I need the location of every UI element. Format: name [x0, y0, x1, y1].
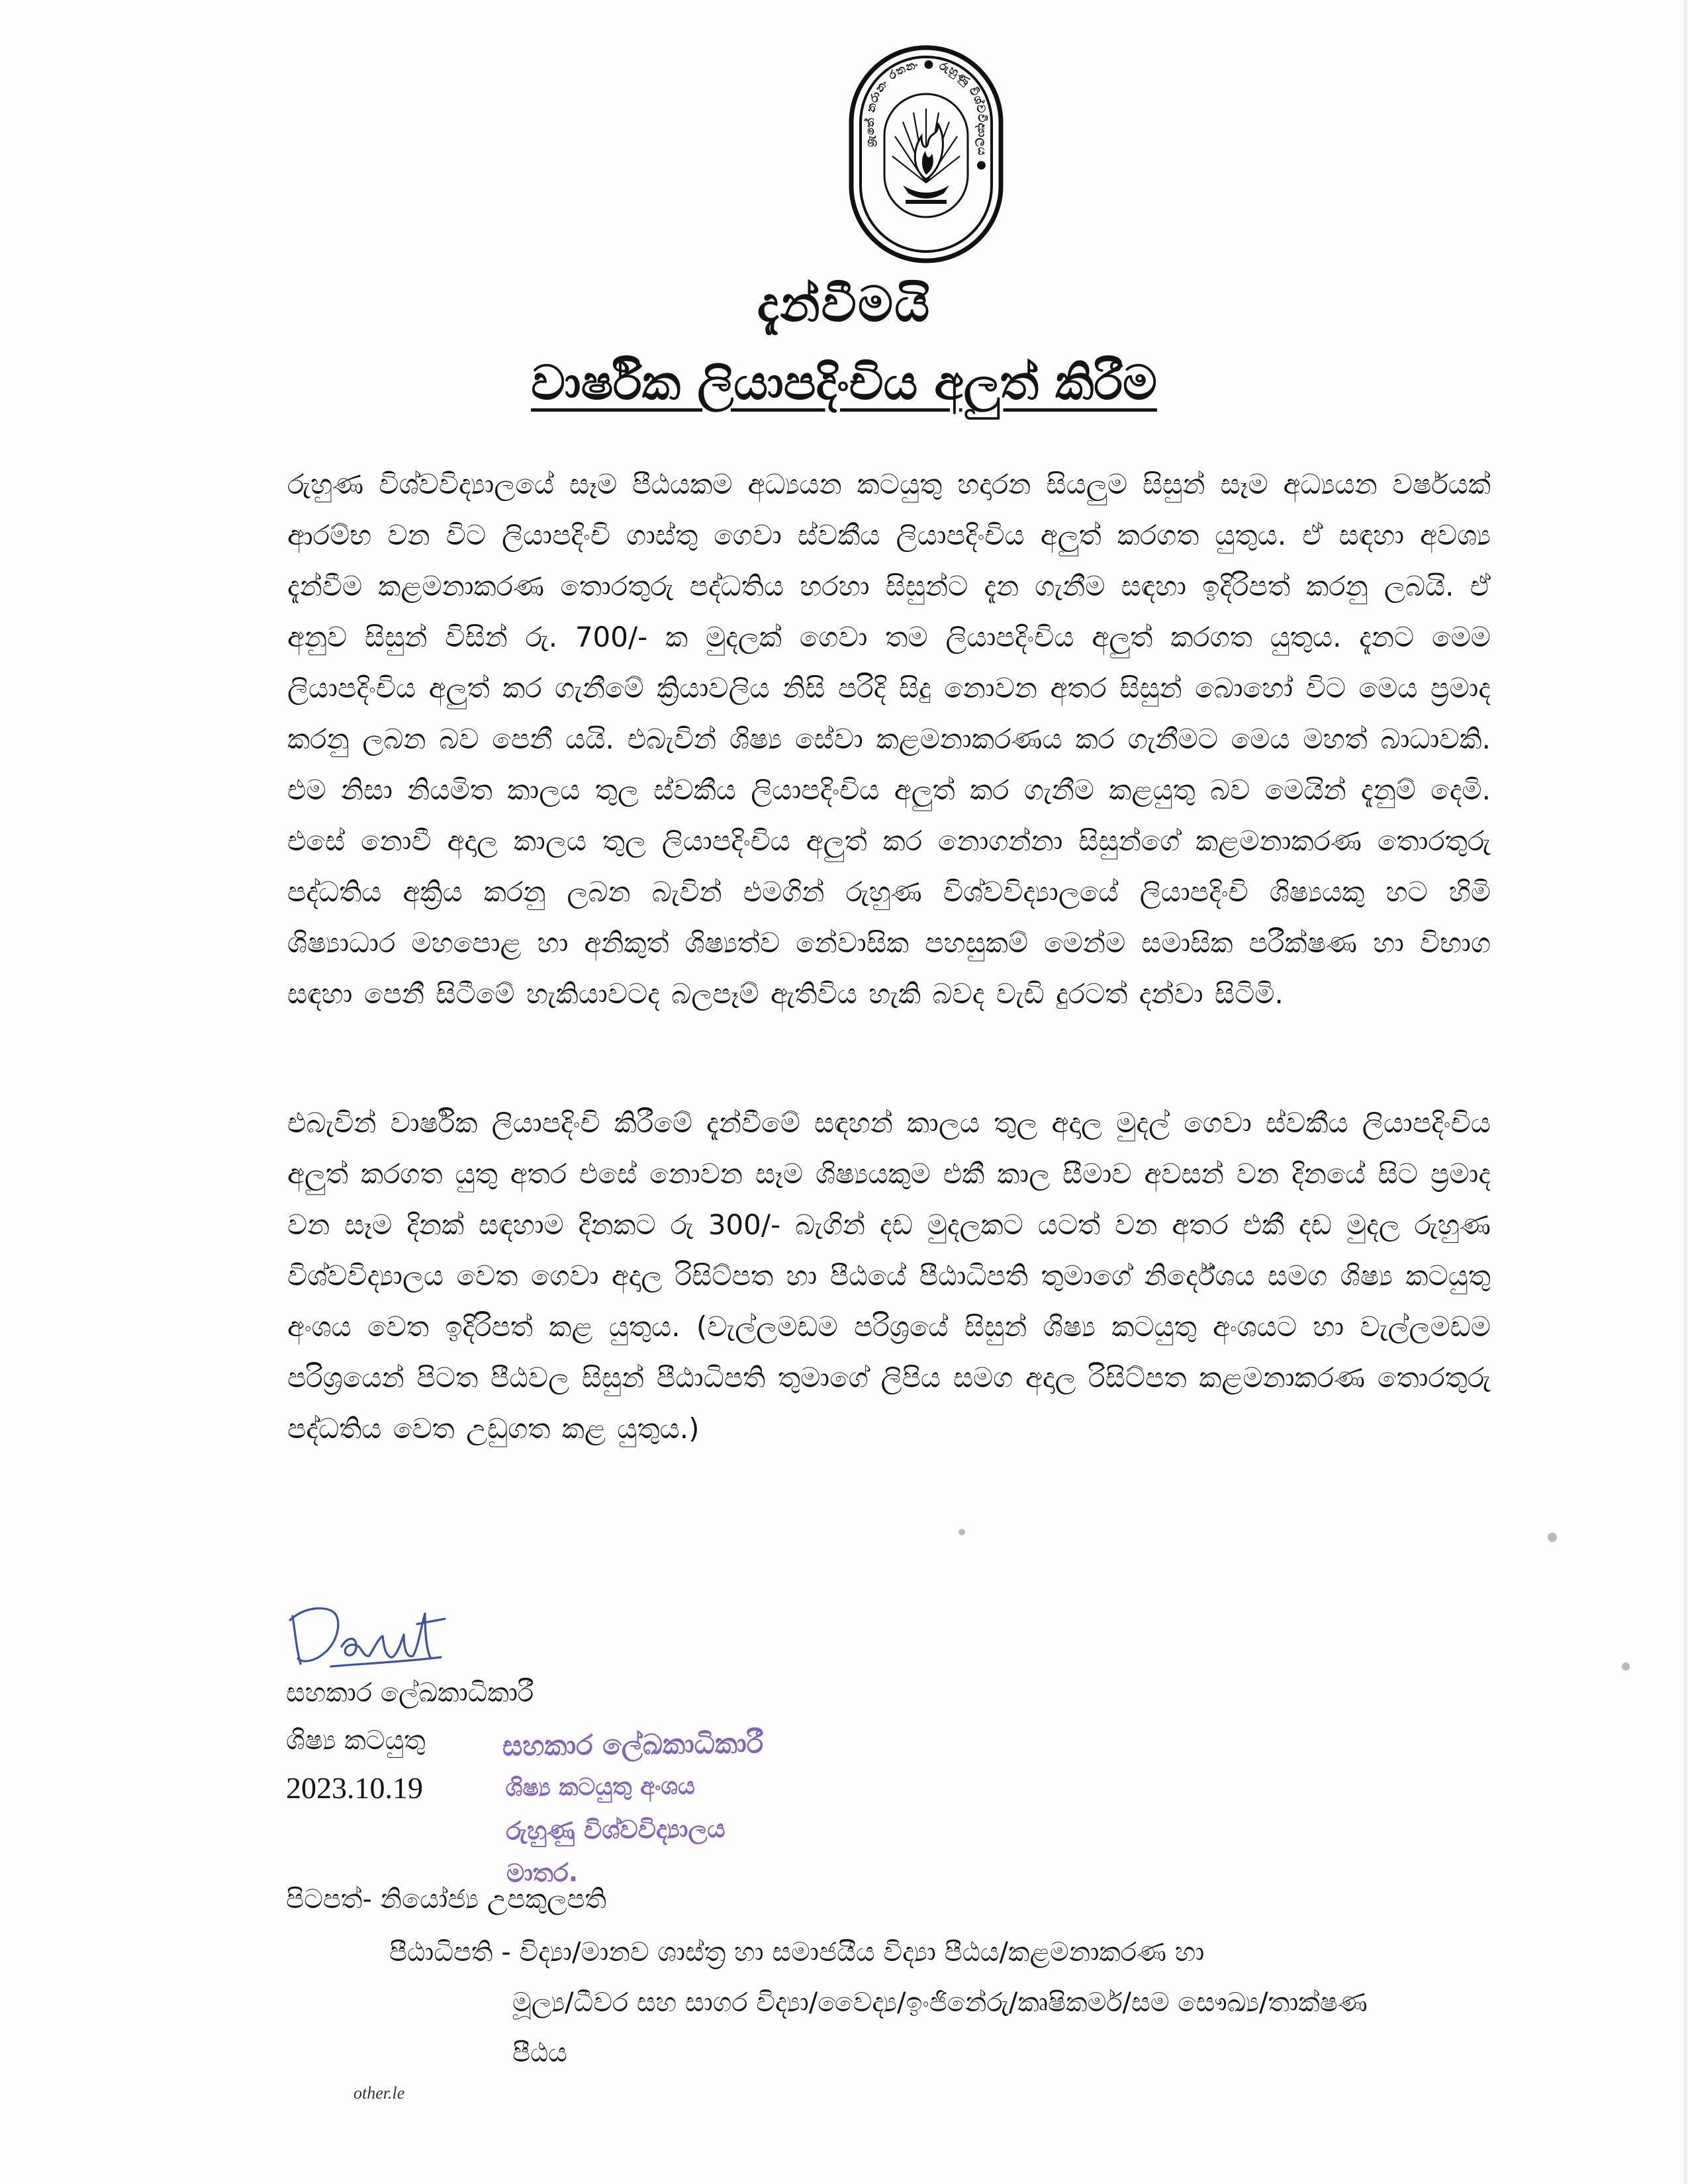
notice-heading: දැන්වීමයි — [757, 276, 931, 333]
copies-recipients — [389, 1927, 1554, 2078]
stamp-line-1: සහකාර ලේඛකාධිකාරී — [502, 1727, 764, 1762]
signatory-department: ශිෂ්‍ය කටයුතු — [286, 1725, 426, 1756]
body-paragraph-1: රුහුණ විශ්වවිද්‍යාලයේ සෑම පීඨයකම අධ්‍යයන කටයුතු හදාරන සියලුම සිසුන් සෑම අධ්‍යයන වර්ෂයක් ආරම්භ වන විට ලියාපදිංචි ගාස්තු ගෙවා ස්වකීය ලියාපදිංචිය අලුත් කරගත යුතුය. ඒ සඳහා අවශ්‍ය දැන්වීම කළමනාකරණ තොරතුරු පද්ධතිය හරහා සිසුන්ට දැන ගැනීම සඳහා ඉදිරිපත් කරනු ලබයි. ඒ අනුව සිසුන් විසින් රු. 700/- ක මුදලක් ගෙවා තම ලියාපදිංචිය අලුත් කරගත යුතුය. දැනට මෙම ලියාපදිංචිය අලුත් කර ගැනීමේ ක්‍රියාවලිය නිසි පරිදි සිදු නොවන අතර සිසුන් බොහෝ විට මෙය ප්‍රමාද කරනු ලබන බව පෙනී යයි. එබැවින් ශිෂ්‍ය සේවා කළමනාකරණය කර ගැනීමට මෙය මහත් බාධාවකි. එම නිසා නියමිත කාලය තුල ස්වකීය ලියාපදිංචිය අලුත් කර ගැනීම කළයුතු බව මෙයින් දැනුම් දෙමි. එසේ නොවී අදාල කාලය තුල ලියාපදිංචිය අලුත් කර නොගන්නා සිසුන්ගේ කළමනාකරණ තොරතුරු පද්ධතිය අක්‍රිය කරනු ලබන බැවින් එමගින් රුහුණ විශ්වවිද්‍යාලයේ ලියාපදිංචි ශිෂ්‍යයකු හට හිමි ශිෂ්‍යාධාර මහපොළ හා අනිකුත් ශිෂ්‍යත්ව නේවාසික පහසුකම් මෙන්ම සමාසික පරීක්ෂණ හා විභාග සඳහා පෙනී සිටීමේ හැකියාවටද බලපෑම් ඇතිවිය හැකි බවද වැඩි දුරටත් දන්වා සිටිමි. — [287, 468, 1491, 1010]
stamp-line-2: ශිෂ්‍ය කටයුතු අංශය — [505, 1772, 696, 1802]
stamp-line-4: මාතර. — [506, 1858, 579, 1888]
scan-speck — [959, 1529, 965, 1535]
copies-to-label: පිටපත්- නියෝජ්‍ය උපකුලපති — [286, 1884, 607, 1915]
official-stamp — [502, 1721, 822, 1894]
scan-speck — [1622, 1662, 1630, 1670]
notice-subject — [0, 349, 1688, 416]
copies-line-3: පීඨය — [512, 2038, 567, 2068]
svg-text:ශ්‍රැතේ නරානං රතනං ● රුහුණු වි: ශ්‍රැතේ නරානං රතනං ● රුහුණු විශ්වවිද්‍යාලය ● — [864, 57, 989, 171]
notice-subject-text: වාර්ෂික ලියාපදිංචිය අලුත් කිරීම — [531, 355, 1157, 410]
copies-line-1: පීඨාධිපති - විද්‍යා/මානව ශාස්ත්‍ර හා සමාජයීය විද්‍යා පීඨය/කළමනාකරණ හා — [389, 1937, 1205, 1968]
scan-speck — [1548, 1533, 1557, 1542]
notice-date: 2023.10.19 — [286, 1771, 423, 1805]
file-reference: other.le — [353, 2083, 405, 2103]
copies-line-2: මූල්‍ය/ධීවර සහ සාගර විද්‍යා/වෛද්‍ය/ඉංජිනේරු/කෘෂිකර්ම/සම සෞඛ්‍ය/තාක්ෂණ — [512, 1987, 1368, 2018]
handwritten-signature — [278, 1600, 450, 1673]
university-crest-logo — [847, 44, 1005, 265]
body-paragraph-2: එබැවින් වාර්ෂික ලියාපදිංචි කිරීමේ දැන්වීමේ සඳහන් කාලය තුල අදාල මුදල් ගෙවා ස්වකීය ලියාපදිංචිය අලුත් කරගත යුතු අතර එසේ නොවන සෑම ශිෂ්‍යයකුම එකී කාල සීමාව අවසන් වන දිනයේ සිට ප්‍රමාද වන සෑම දිනක් සඳහාම දිනකට රු 300/- බැගින් දඩ මුදලකට යටත් වන අතර එකී දඩ මුදල රුහුණ විශ්වවිද්‍යාලය වෙත ගෙවා අදාල රිසිට්පත හා පීඨයේ පීඨාධිපති තුමාගේ නිර්දේශය සමග ශිෂ්‍ය කටයුතු අංශය වෙත ඉදිරිපත් කළ යුතුය. (වැල්ලමඩම පරිශ්‍රයේ සිසුන් ශිෂ්‍ය කටයුතු අංශයට හා වැල්ලමඩම පරිශ්‍රයෙන් පිටත පීඨවල සිසුන් පීඨාධිපති තුමාගේ ලිපිය සමග අදාල රිසිට්පත කළමනාකරණ තොරතුරු පද්ධතිය වෙත උඩුගත කළ යුතුය.) — [287, 1107, 1491, 1445]
signatory-title: සහකාර ලේඛකාධිකාරී — [286, 1678, 534, 1708]
stamp-line-3: රුහුණු විශ්වවිද්‍යාලය — [506, 1814, 726, 1846]
